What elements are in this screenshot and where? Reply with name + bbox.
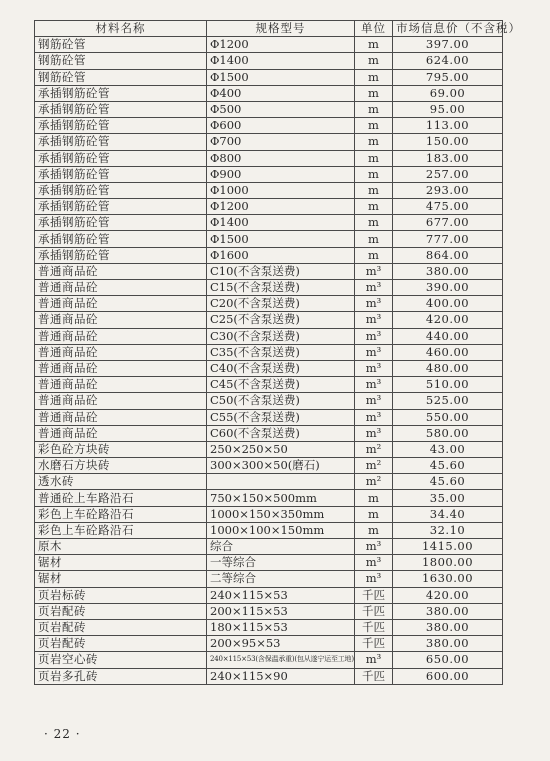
table-row: [35, 312, 503, 328]
material-name-cell: 普通商品砼: [35, 425, 207, 441]
table-row: [35, 636, 503, 652]
unit-cell: m: [355, 134, 393, 150]
spec-cell: Φ1500: [207, 69, 355, 85]
unit-cell: m²: [355, 441, 393, 457]
price-cell: 380.00: [393, 263, 503, 279]
table-row: [35, 425, 503, 441]
table-row: [35, 328, 503, 344]
unit-cell: 千匹: [355, 603, 393, 619]
unit-cell: m: [355, 506, 393, 522]
price-cell: 34.40: [393, 506, 503, 522]
spec-cell: C45(不含泵送费): [207, 377, 355, 393]
spec-cell: 240×115×53(含保温承重)(包从遂宁运至工地): [207, 652, 355, 668]
table-row: [35, 571, 503, 587]
material-name-cell: 承插钢筋砼管: [35, 101, 207, 117]
table-row: [35, 134, 503, 150]
price-cell: 420.00: [393, 312, 503, 328]
unit-cell: m: [355, 150, 393, 166]
unit-cell: m³: [355, 312, 393, 328]
table-row: [35, 377, 503, 393]
spec-cell: C30(不含泵送费): [207, 328, 355, 344]
unit-cell: m³: [355, 652, 393, 668]
table-row: [35, 539, 503, 555]
table-row: [35, 506, 503, 522]
header-spec-model: 规格型号: [207, 21, 355, 37]
material-name-cell: 承插钢筋砼管: [35, 118, 207, 134]
material-name-cell: 普通商品砼: [35, 280, 207, 296]
material-name-cell: 页岩配砖: [35, 619, 207, 635]
price-cell: 864.00: [393, 247, 503, 263]
material-name-cell: 承插钢筋砼管: [35, 166, 207, 182]
price-cell: 1415.00: [393, 539, 503, 555]
table-row: [35, 344, 503, 360]
price-cell: 525.00: [393, 393, 503, 409]
material-name-cell: 普通商品砼: [35, 328, 207, 344]
spec-cell: 200×95×53: [207, 636, 355, 652]
unit-cell: m³: [355, 328, 393, 344]
unit-cell: m³: [355, 425, 393, 441]
material-name-cell: 普通砼上车路沿石: [35, 490, 207, 506]
header-market-price: 市场信息价（不含税）: [393, 21, 503, 37]
table-row: [35, 150, 503, 166]
header-material-name: 材料名称: [35, 21, 207, 37]
material-name-cell: 普通商品砼: [35, 409, 207, 425]
material-name-cell: 承插钢筋砼管: [35, 231, 207, 247]
spec-cell: Φ600: [207, 118, 355, 134]
material-name-cell: 普通商品砼: [35, 360, 207, 376]
table-row: [35, 182, 503, 198]
spec-cell: Φ1400: [207, 53, 355, 69]
price-cell: 580.00: [393, 425, 503, 441]
unit-cell: m³: [355, 263, 393, 279]
table-row: [35, 555, 503, 571]
spec-cell: C20(不含泵送费): [207, 296, 355, 312]
price-cell: 95.00: [393, 101, 503, 117]
material-name-cell: 彩色上车砼路沿石: [35, 522, 207, 538]
table-row: [35, 37, 503, 53]
price-cell: 113.00: [393, 118, 503, 134]
table-row: [35, 85, 503, 101]
spec-cell: Φ900: [207, 166, 355, 182]
spec-cell: 300×300×50(磨石): [207, 458, 355, 474]
material-name-cell: 承插钢筋砼管: [35, 182, 207, 198]
price-cell: 624.00: [393, 53, 503, 69]
price-cell: 69.00: [393, 85, 503, 101]
material-name-cell: 承插钢筋砼管: [35, 215, 207, 231]
table-row: [35, 53, 503, 69]
unit-cell: m: [355, 118, 393, 134]
price-cell: 45.60: [393, 458, 503, 474]
spec-cell: 综合: [207, 539, 355, 555]
price-cell: 420.00: [393, 587, 503, 603]
table-row: [35, 199, 503, 215]
price-cell: 650.00: [393, 652, 503, 668]
price-cell: 183.00: [393, 150, 503, 166]
price-cell: 380.00: [393, 619, 503, 635]
spec-cell: 750×150×500mm: [207, 490, 355, 506]
price-cell: 35.00: [393, 490, 503, 506]
material-name-cell: 彩色上车砼路沿石: [35, 506, 207, 522]
material-name-cell: 页岩多孔砖: [35, 668, 207, 684]
spec-cell: C50(不含泵送费): [207, 393, 355, 409]
price-cell: 440.00: [393, 328, 503, 344]
table-row: [35, 522, 503, 538]
unit-cell: m: [355, 490, 393, 506]
spec-cell: C25(不含泵送费): [207, 312, 355, 328]
spec-cell: C55(不含泵送费): [207, 409, 355, 425]
price-cell: 390.00: [393, 280, 503, 296]
unit-cell: m: [355, 69, 393, 85]
spec-cell: 1000×100×150mm: [207, 522, 355, 538]
spec-cell: C35(不含泵送费): [207, 344, 355, 360]
unit-cell: m: [355, 182, 393, 198]
table-row: [35, 118, 503, 134]
table-body: [35, 37, 503, 685]
table-row: [35, 247, 503, 263]
spec-cell: Φ700: [207, 134, 355, 150]
spec-cell: 250×250×50: [207, 441, 355, 457]
header-unit: 单位: [355, 21, 393, 37]
price-cell: 150.00: [393, 134, 503, 150]
unit-cell: m: [355, 199, 393, 215]
price-cell: 460.00: [393, 344, 503, 360]
table-row: [35, 101, 503, 117]
price-cell: 480.00: [393, 360, 503, 376]
price-cell: 380.00: [393, 603, 503, 619]
table-row: [35, 393, 503, 409]
spec-cell: 240×115×53: [207, 587, 355, 603]
unit-cell: m³: [355, 344, 393, 360]
spec-cell: 180×115×53: [207, 619, 355, 635]
table-row: [35, 280, 503, 296]
material-name-cell: 页岩配砖: [35, 636, 207, 652]
unit-cell: m²: [355, 458, 393, 474]
unit-cell: m: [355, 37, 393, 53]
spec-cell: 一等综合: [207, 555, 355, 571]
unit-cell: m³: [355, 280, 393, 296]
spec-cell: C10(不含泵送费): [207, 263, 355, 279]
material-name-cell: 普通商品砼: [35, 377, 207, 393]
price-cell: 1800.00: [393, 555, 503, 571]
price-cell: 32.10: [393, 522, 503, 538]
price-cell: 45.60: [393, 474, 503, 490]
unit-cell: m²: [355, 474, 393, 490]
material-name-cell: 普通商品砼: [35, 296, 207, 312]
table-row: [35, 231, 503, 247]
spec-cell: Φ1200: [207, 199, 355, 215]
unit-cell: m³: [355, 555, 393, 571]
material-name-cell: 透水砖: [35, 474, 207, 490]
material-name-cell: 普通商品砼: [35, 344, 207, 360]
spec-cell: C15(不含泵送费): [207, 280, 355, 296]
table-row: [35, 360, 503, 376]
table-row: [35, 668, 503, 684]
page-number: · 22 ·: [44, 727, 81, 741]
table-row: [35, 263, 503, 279]
table-row: [35, 441, 503, 457]
unit-cell: m: [355, 166, 393, 182]
material-name-cell: 普通商品砼: [35, 393, 207, 409]
material-name-cell: 页岩标砖: [35, 587, 207, 603]
price-cell: 1630.00: [393, 571, 503, 587]
spec-cell: Φ1500: [207, 231, 355, 247]
material-name-cell: 锯材: [35, 555, 207, 571]
material-name-cell: 页岩空心砖: [35, 652, 207, 668]
table-row: [35, 603, 503, 619]
table-row: [35, 652, 503, 668]
spec-cell: 200×115×53: [207, 603, 355, 619]
price-cell: 795.00: [393, 69, 503, 85]
unit-cell: 千匹: [355, 587, 393, 603]
price-cell: 400.00: [393, 296, 503, 312]
spec-cell: C40(不含泵送费): [207, 360, 355, 376]
material-name-cell: 承插钢筋砼管: [35, 85, 207, 101]
spec-cell: Φ800: [207, 150, 355, 166]
material-name-cell: 原木: [35, 539, 207, 555]
unit-cell: m³: [355, 409, 393, 425]
unit-cell: m: [355, 247, 393, 263]
table-row: [35, 69, 503, 85]
material-name-cell: 彩色砼方块砖: [35, 441, 207, 457]
material-price-table: [34, 20, 521, 685]
material-name-cell: 锯材: [35, 571, 207, 587]
unit-cell: m³: [355, 539, 393, 555]
material-name-cell: 承插钢筋砼管: [35, 150, 207, 166]
spec-cell: Φ1600: [207, 247, 355, 263]
unit-cell: m: [355, 231, 393, 247]
material-name-cell: 承插钢筋砼管: [35, 247, 207, 263]
material-name-cell: 普通商品砼: [35, 312, 207, 328]
table-row: [35, 458, 503, 474]
material-name-cell: 钢筋砼管: [35, 37, 207, 53]
spec-cell: Φ1000: [207, 182, 355, 198]
price-cell: 397.00: [393, 37, 503, 53]
spec-cell: [207, 474, 355, 490]
table-row: [35, 409, 503, 425]
table-row: [35, 215, 503, 231]
unit-cell: m³: [355, 393, 393, 409]
table-row: [35, 619, 503, 635]
unit-cell: m³: [355, 360, 393, 376]
price-cell: 600.00: [393, 668, 503, 684]
material-name-cell: 承插钢筋砼管: [35, 134, 207, 150]
unit-cell: m: [355, 215, 393, 231]
material-name-cell: 承插钢筋砼管: [35, 199, 207, 215]
table-row: [35, 587, 503, 603]
table-row: [35, 474, 503, 490]
material-name-cell: 普通商品砼: [35, 263, 207, 279]
material-name-cell: 页岩配砖: [35, 603, 207, 619]
price-cell: 677.00: [393, 215, 503, 231]
price-cell: 380.00: [393, 636, 503, 652]
unit-cell: m³: [355, 377, 393, 393]
price-cell: 43.00: [393, 441, 503, 457]
spec-cell: 二等综合: [207, 571, 355, 587]
spec-cell: Φ1400: [207, 215, 355, 231]
material-name-cell: 水磨石方块砖: [35, 458, 207, 474]
spec-cell: Φ400: [207, 85, 355, 101]
spec-cell: Φ500: [207, 101, 355, 117]
price-cell: 257.00: [393, 166, 503, 182]
material-name-cell: 钢筋砼管: [35, 53, 207, 69]
price-cell: 777.00: [393, 231, 503, 247]
unit-cell: m: [355, 522, 393, 538]
unit-cell: 千匹: [355, 636, 393, 652]
price-cell: 293.00: [393, 182, 503, 198]
table-header-row: [35, 21, 503, 37]
unit-cell: m: [355, 101, 393, 117]
price-cell: 550.00: [393, 409, 503, 425]
unit-cell: m³: [355, 296, 393, 312]
table-row: [35, 490, 503, 506]
price-cell: 510.00: [393, 377, 503, 393]
unit-cell: 千匹: [355, 619, 393, 635]
spec-cell: C60(不含泵送费): [207, 425, 355, 441]
table-row: [35, 166, 503, 182]
unit-cell: m: [355, 53, 393, 69]
table-row: [35, 296, 503, 312]
spec-cell: 1000×150×350mm: [207, 506, 355, 522]
unit-cell: m: [355, 85, 393, 101]
material-name-cell: 钢筋砼管: [35, 69, 207, 85]
spec-cell: Φ1200: [207, 37, 355, 53]
spec-cell: 240×115×90: [207, 668, 355, 684]
unit-cell: 千匹: [355, 668, 393, 684]
price-cell: 475.00: [393, 199, 503, 215]
unit-cell: m³: [355, 571, 393, 587]
